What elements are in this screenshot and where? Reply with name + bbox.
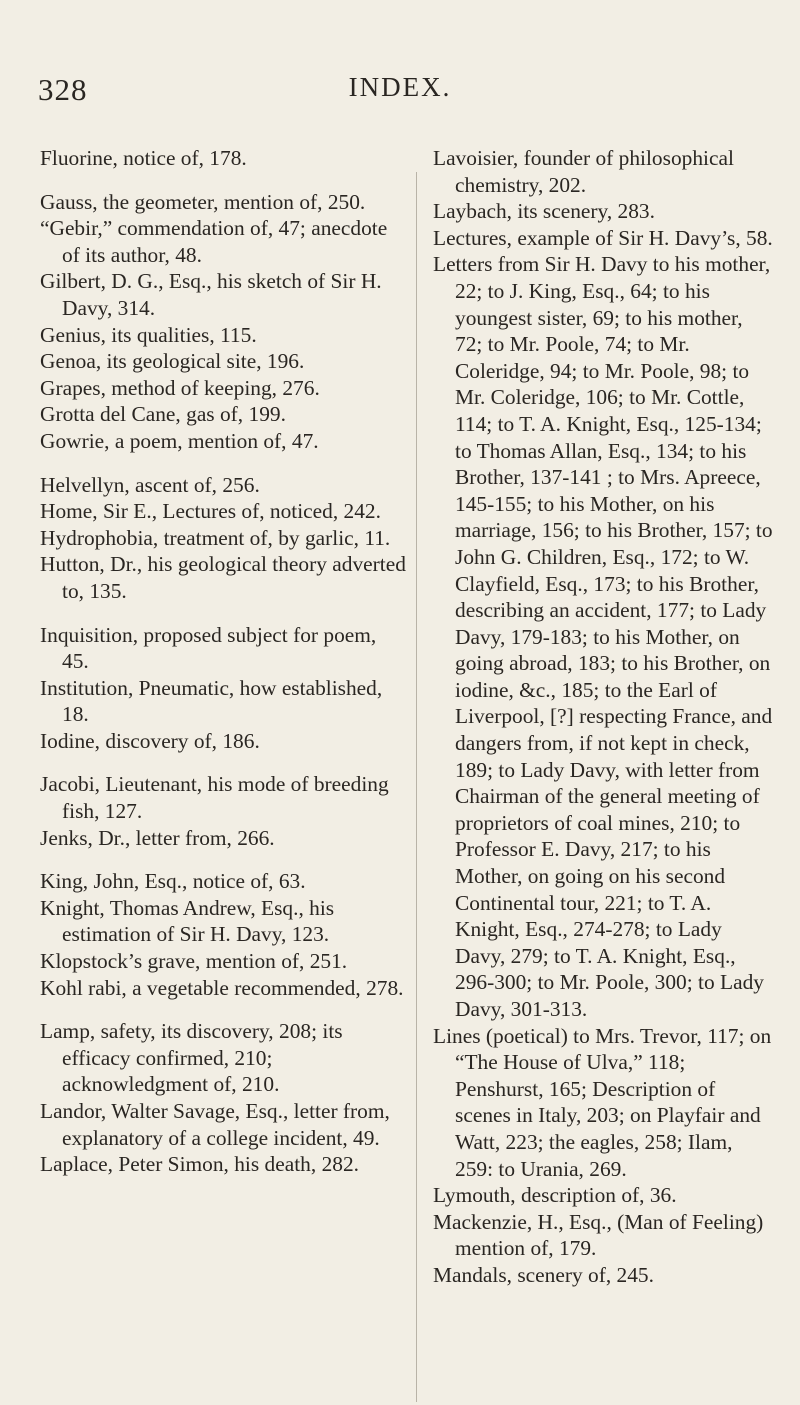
index-entry: Mackenzie, H., Esq., (Man of Feeling) mention of, 179. [433, 1209, 764, 1261]
running-head: INDEX. [348, 72, 452, 102]
index-entry: Home, Sir E., Lectures of, noticed, 242. [40, 499, 381, 524]
index-entry: Gilbert, D. G., Esq., his sketch of Sir H. Davy, 314. [40, 269, 382, 320]
index-entry: Lavoisier, founder of philosophical chemistry, 202. [433, 146, 734, 197]
index-entry: Lines (poetical) to Mrs. Trevor, 117; on “The House of Ulva,” 118; Penshurst, 165; Description of scenes in Italy, 203; on Playfair and Watt, 223; the eagles, 258; Ilam, 259: to Urania, 269. [433, 1023, 772, 1181]
column-divider [416, 172, 417, 1402]
index-entry: Kohl rabi, a vegetable recommended, 278. [40, 975, 404, 1000]
index-entry: Grapes, method of keeping, 276. [40, 375, 320, 400]
index-entry: Jacobi, Lieutenant, his mode of breeding fish, 127. [40, 772, 389, 824]
index-entry: Jenks, Dr., letter from, 266. [40, 825, 275, 850]
index-entry: Letters from Sir H. Davy to his mother, 22; to J. King, Esq., 64; to his youngest sister, 69; to his mother, 72; to Mr. Poole, 74; to Mr. Coleridge, 94; to Mr. Poole, 98; to Mr. Coleridge, 106; to Mr. Cottle, 114; to T. A. Knight, Esq., 125-134; to Thomas Allan, Esq., 134; to his Brother, 137-141 ; to Mrs. Apreece, 145-155; to his Mother, on his marriage, 156; to his Brother, 157; to John G. Children, Esq., 172; to W. Clayfield, Esq., 173; to his Brother, describing an accident, 177; to Lady Davy, 179-183; to his Mother, on going abroad, 183; to his Brother, on iodine, &c., 185; to the Earl of Liverpool, [?] respecting France, and dangers from, if not kept in check, 189; to Lady Davy, with letter from Chairman of the general meeting of proprietors of coal mines, 210; to Professor E. Davy, 217; to his Mother, on going on his second Continental tour, 221; to T. A. Knight, Esq., 274-278; to Lady Davy, 279; to T. A. Knight, Esq., 296-300; to Mr. Poole, 300; to Lady Davy, 301-313. [433, 252, 773, 1021]
index-entry: Hydrophobia, treatment of, by garlic, 11. [40, 525, 391, 550]
index-entry: Laplace, Peter Simon, his death, 282. [40, 1152, 360, 1177]
index-entry: King, John, Esq., notice of, 63. [40, 869, 306, 894]
index-entry: Hutton, Dr., his geological theory adverted to, 135. [40, 552, 406, 603]
index-entry: Klopstock’s grave, mention of, 251. [40, 949, 348, 974]
index-entry: Genoa, its geological site, 196. [40, 349, 305, 374]
index-entry: Lectures, example of Sir H. Davy’s, 58. [433, 225, 773, 250]
page-number: 328 [38, 72, 88, 107]
index-entry: Gowrie, a poem, mention of, 47. [40, 428, 319, 453]
index-entry: Institution, Pneumatic, how established, 18. [40, 675, 383, 727]
index-entry: Lymouth, description of, 36. [433, 1183, 677, 1208]
index-entry: Grotta del Cane, gas of, 199. [40, 402, 286, 427]
index-entry: Lamp, safety, its discovery, 208; its efficacy confirmed, 210; acknowledgment of, 210. [40, 1019, 343, 1097]
index-entry: Fluorine, notice of, 178. [40, 146, 247, 170]
index-entry: Laybach, its scenery, 283. [433, 199, 655, 224]
index-entry: Genius, its qualities, 115. [40, 322, 257, 347]
index-entry: Helvellyn, ascent of, 256. [40, 472, 260, 497]
left-index-column [40, 145, 408, 1178]
index-entry: Iodine, discovery of, 186. [40, 728, 260, 753]
index-entry: Inquisition, proposed subject for poem, 45. [40, 622, 377, 674]
page-header [0, 72, 800, 112]
index-entry: “Gebir,” commendation of, 47; anecdote of its author, 48. [40, 216, 388, 267]
right-index-column [433, 145, 773, 1289]
index-entry: Landor, Walter Savage, Esq., letter from, explanatory of a college incident, 49. [40, 1099, 390, 1150]
index-entry: Gauss, the geometer, mention of, 250. [40, 189, 366, 214]
index-entry: Mandals, scenery of, 245. [433, 1262, 654, 1287]
index-entry: Knight, Thomas Andrew, Esq., his estimation of Sir H. Davy, 123. [40, 895, 335, 947]
